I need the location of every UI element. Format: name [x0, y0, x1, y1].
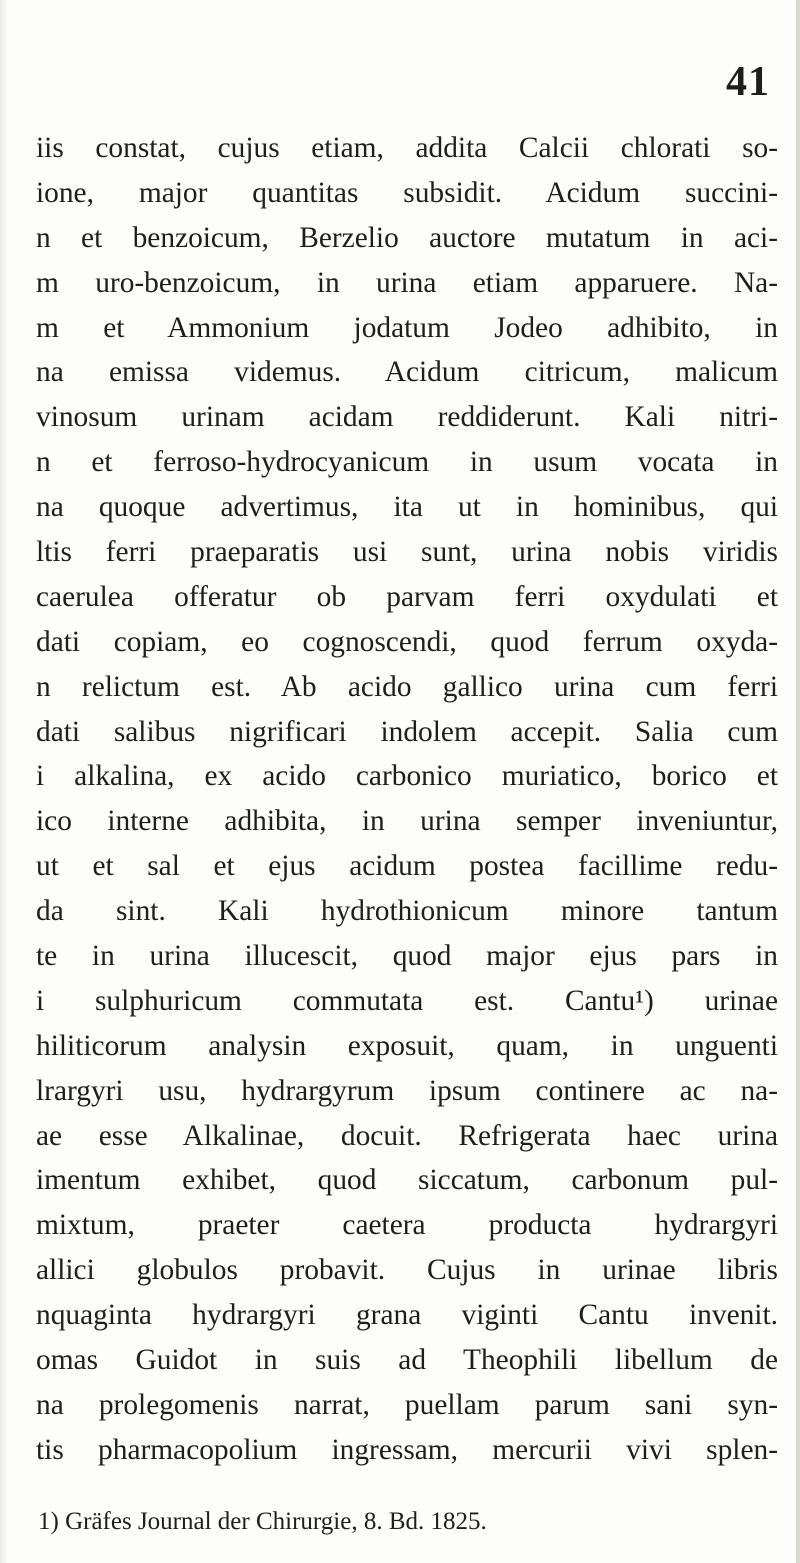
text-line: allici globulos probavit. Cujus in urinae libris [36, 1254, 778, 1287]
text-line: caerulea offeratur ob parvam ferri oxydulati et [36, 580, 778, 613]
text-line: ione, major quantitas subsidit. Acidum succini- [36, 176, 778, 209]
text-line: ae esse Alkalinae, docuit. Refrigerata haec urina [36, 1119, 778, 1152]
text-line: te in urina illucescit, quod major ejus pars in [36, 940, 778, 973]
text-line: iis constat, cujus etiam, addita Calcii chlorati so- [36, 132, 778, 164]
page-right-edge [796, 0, 800, 1563]
page-number: 41 [726, 59, 770, 105]
footnote: 1) Gräfes Journal der Chirurgie, 8. Bd. 1825. [38, 1508, 487, 1535]
text-line: na emissa videmus. Acidum citricum, malicum [36, 356, 778, 389]
page-gutter-shadow [0, 0, 8, 1563]
text-line: imentum exhibet, quod siccatum, carbonum pul- [36, 1164, 778, 1197]
text-line: ut et sal et ejus acidum postea facillime redu- [36, 850, 778, 883]
text-line: vinosum urinam acidam reddiderunt. Kali nitri- [36, 401, 778, 434]
text-line: dati salibus nigrificari indolem accepit. Salia cum [36, 715, 778, 748]
text-line: m uro-benzoicum, in urina etiam apparuere. Na- [36, 266, 778, 299]
text-line: tis pharmacopolium ingressam, mercurii vivi splen- [36, 1433, 778, 1466]
text-line: i sulphuricum commutata est. Cantu¹) urinae [36, 984, 778, 1017]
text-line: hiliticorum analysin exposuit, quam, in unguenti [36, 1029, 778, 1062]
text-line: ltis ferri praeparatis usi sunt, urina nobis viridis [36, 536, 778, 569]
text-line: lrargyri usu, hydrargyrum ipsum continere ac na- [36, 1074, 778, 1107]
text-line: i alkalina, ex acido carbonico muriatico, borico et [36, 760, 778, 793]
text-line: mixtum, praeter caetera producta hydrargyri [36, 1209, 778, 1242]
text-line: na quoque advertimus, ita ut in hominibus, qui [36, 491, 778, 524]
text-line: omas Guidot in suis ad Theophili libellum de [36, 1344, 778, 1377]
body-text [36, 126, 778, 1473]
text-line: n relictum est. Ab acido gallico urina cum ferri [36, 670, 778, 703]
text-line: n et ferroso-hydrocyanicum in usum vocata in [36, 446, 778, 479]
text-line: m et Ammonium jodatum Jodeo adhibito, in [36, 311, 778, 344]
text-line: da sint. Kali hydrothionicum minore tantum [36, 895, 778, 928]
text-line: na prolegomenis narrat, puellam parum sani syn- [36, 1388, 778, 1421]
text-line: ico interne adhibita, in urina semper inveniuntur, [36, 805, 778, 838]
text-line: n et benzoicum, Berzelio auctore mutatum in aci- [36, 221, 778, 254]
text-line: nquaginta hydrargyri grana viginti Cantu invenit. [36, 1299, 778, 1332]
text-line: dati copiam, eo cognoscendi, quod ferrum oxyda- [36, 625, 778, 658]
